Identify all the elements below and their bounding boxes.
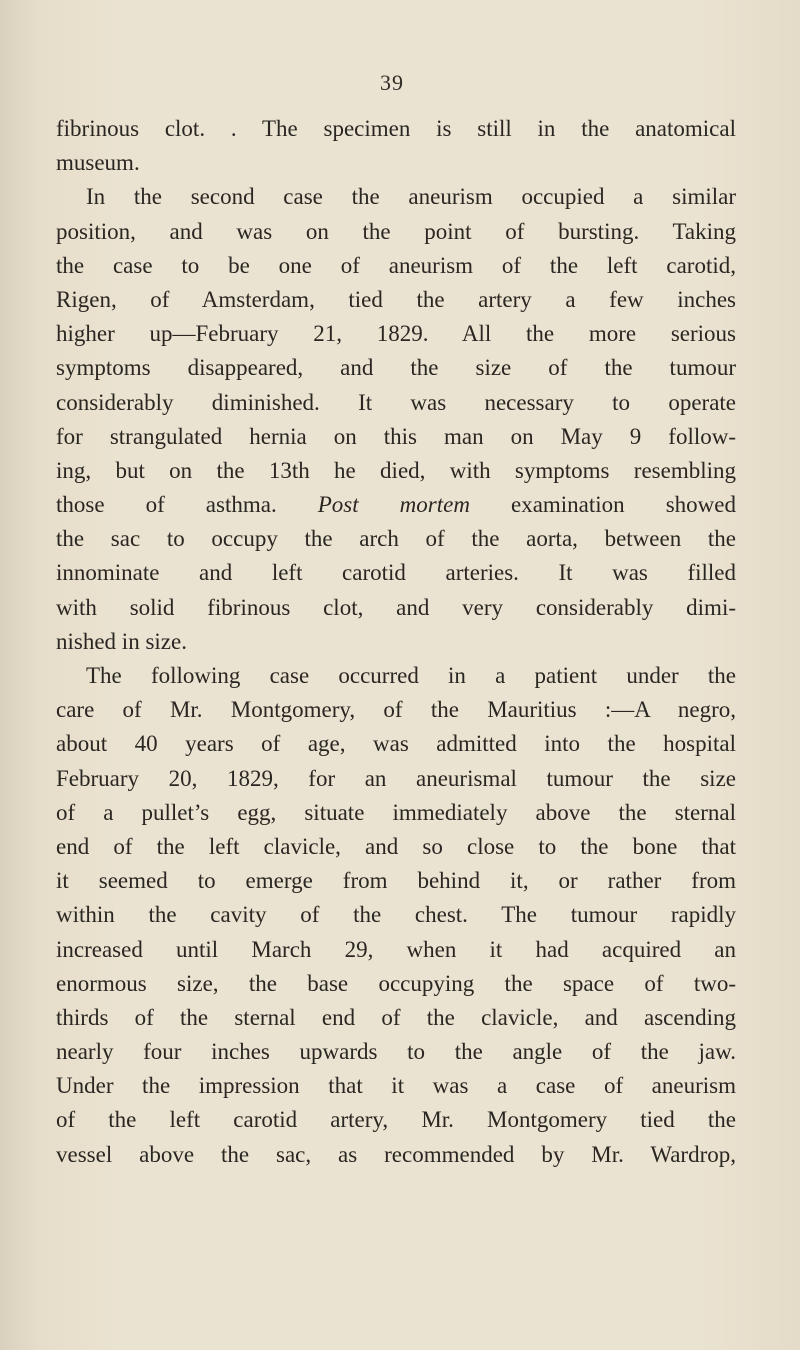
- text-line: the sac to occupy the arch of the aorta, between the: [56, 526, 736, 552]
- text-line: vessel above the sac, as recommended by Mr. Wardrop,: [56, 1141, 736, 1167]
- text-line: higher up—February 21, 1829. All the more serious: [56, 321, 736, 347]
- text-line: nearly four inches upwards to the angle of the jaw.: [56, 1039, 736, 1065]
- text-line: enormous size, the base occupying the space of two-: [56, 970, 736, 996]
- text-line: symptoms disappeared, and the size of the tumour: [56, 355, 736, 381]
- text-line: innominate and left carotid arteries. It was filled: [56, 560, 736, 586]
- text-line: about 40 years of age, was admitted into the hospital: [56, 731, 736, 757]
- paragraph-start-line: The following case occurred in a patient under the: [86, 663, 736, 688]
- text-line: the case to be one of aneurism of the left carotid,: [56, 252, 736, 278]
- paragraph-start-line: In the second case the aneurism occupied a similar: [86, 184, 736, 210]
- text-line: for strangulated hernia on this man on May 9 follow-: [56, 423, 736, 449]
- body-text: [56, 112, 736, 1172]
- text-segment: examination showed: [469, 492, 736, 518]
- text-line: museum.: [56, 150, 140, 176]
- text-line: within the cavity of the chest. The tumour rapidly: [56, 902, 736, 928]
- text-line: it seemed to emerge from behind it, or rather from: [56, 868, 736, 894]
- text-line: considerably diminished. It was necessary to operate: [56, 389, 736, 415]
- text-line: of a pullet’s egg, situate immediately above the sternal: [56, 799, 736, 825]
- text-line: nished in size.: [56, 628, 187, 654]
- text-line: February 20, 1829, for an aneurismal tumour the size: [56, 765, 736, 791]
- page-number: 39: [380, 70, 404, 95]
- text-line: Under the impression that it was a case of aneurism: [56, 1073, 736, 1099]
- text-line: fibrinous clot. . The specimen is still in the anatomical: [56, 116, 736, 141]
- text-line: thirds of the sternal end of the clavicle, and ascending: [56, 1004, 736, 1030]
- text-line: position, and was on the point of bursting. Taking: [56, 218, 736, 244]
- text-line: increased until March 29, when it had acquired an: [56, 936, 736, 962]
- text-line: care of Mr. Montgomery, of the Mauritius :—A negro,: [56, 697, 736, 723]
- text-line-with-italic: [56, 488, 736, 522]
- text-line: ing, but on the 13th he died, with symptoms resembling: [56, 457, 736, 483]
- text-line: of the left carotid artery, Mr. Montgomery tied the: [56, 1107, 736, 1133]
- text-line: with solid fibrinous clot, and very considerably dimi-: [56, 594, 736, 620]
- text-line: end of the left clavicle, and so close to the bone that: [56, 833, 736, 859]
- text-line: Rigen, of Amsterdam, tied the artery a few inches: [56, 286, 736, 312]
- text-segment: those of asthma.: [56, 492, 318, 518]
- italic-term: Post mortem: [317, 492, 470, 518]
